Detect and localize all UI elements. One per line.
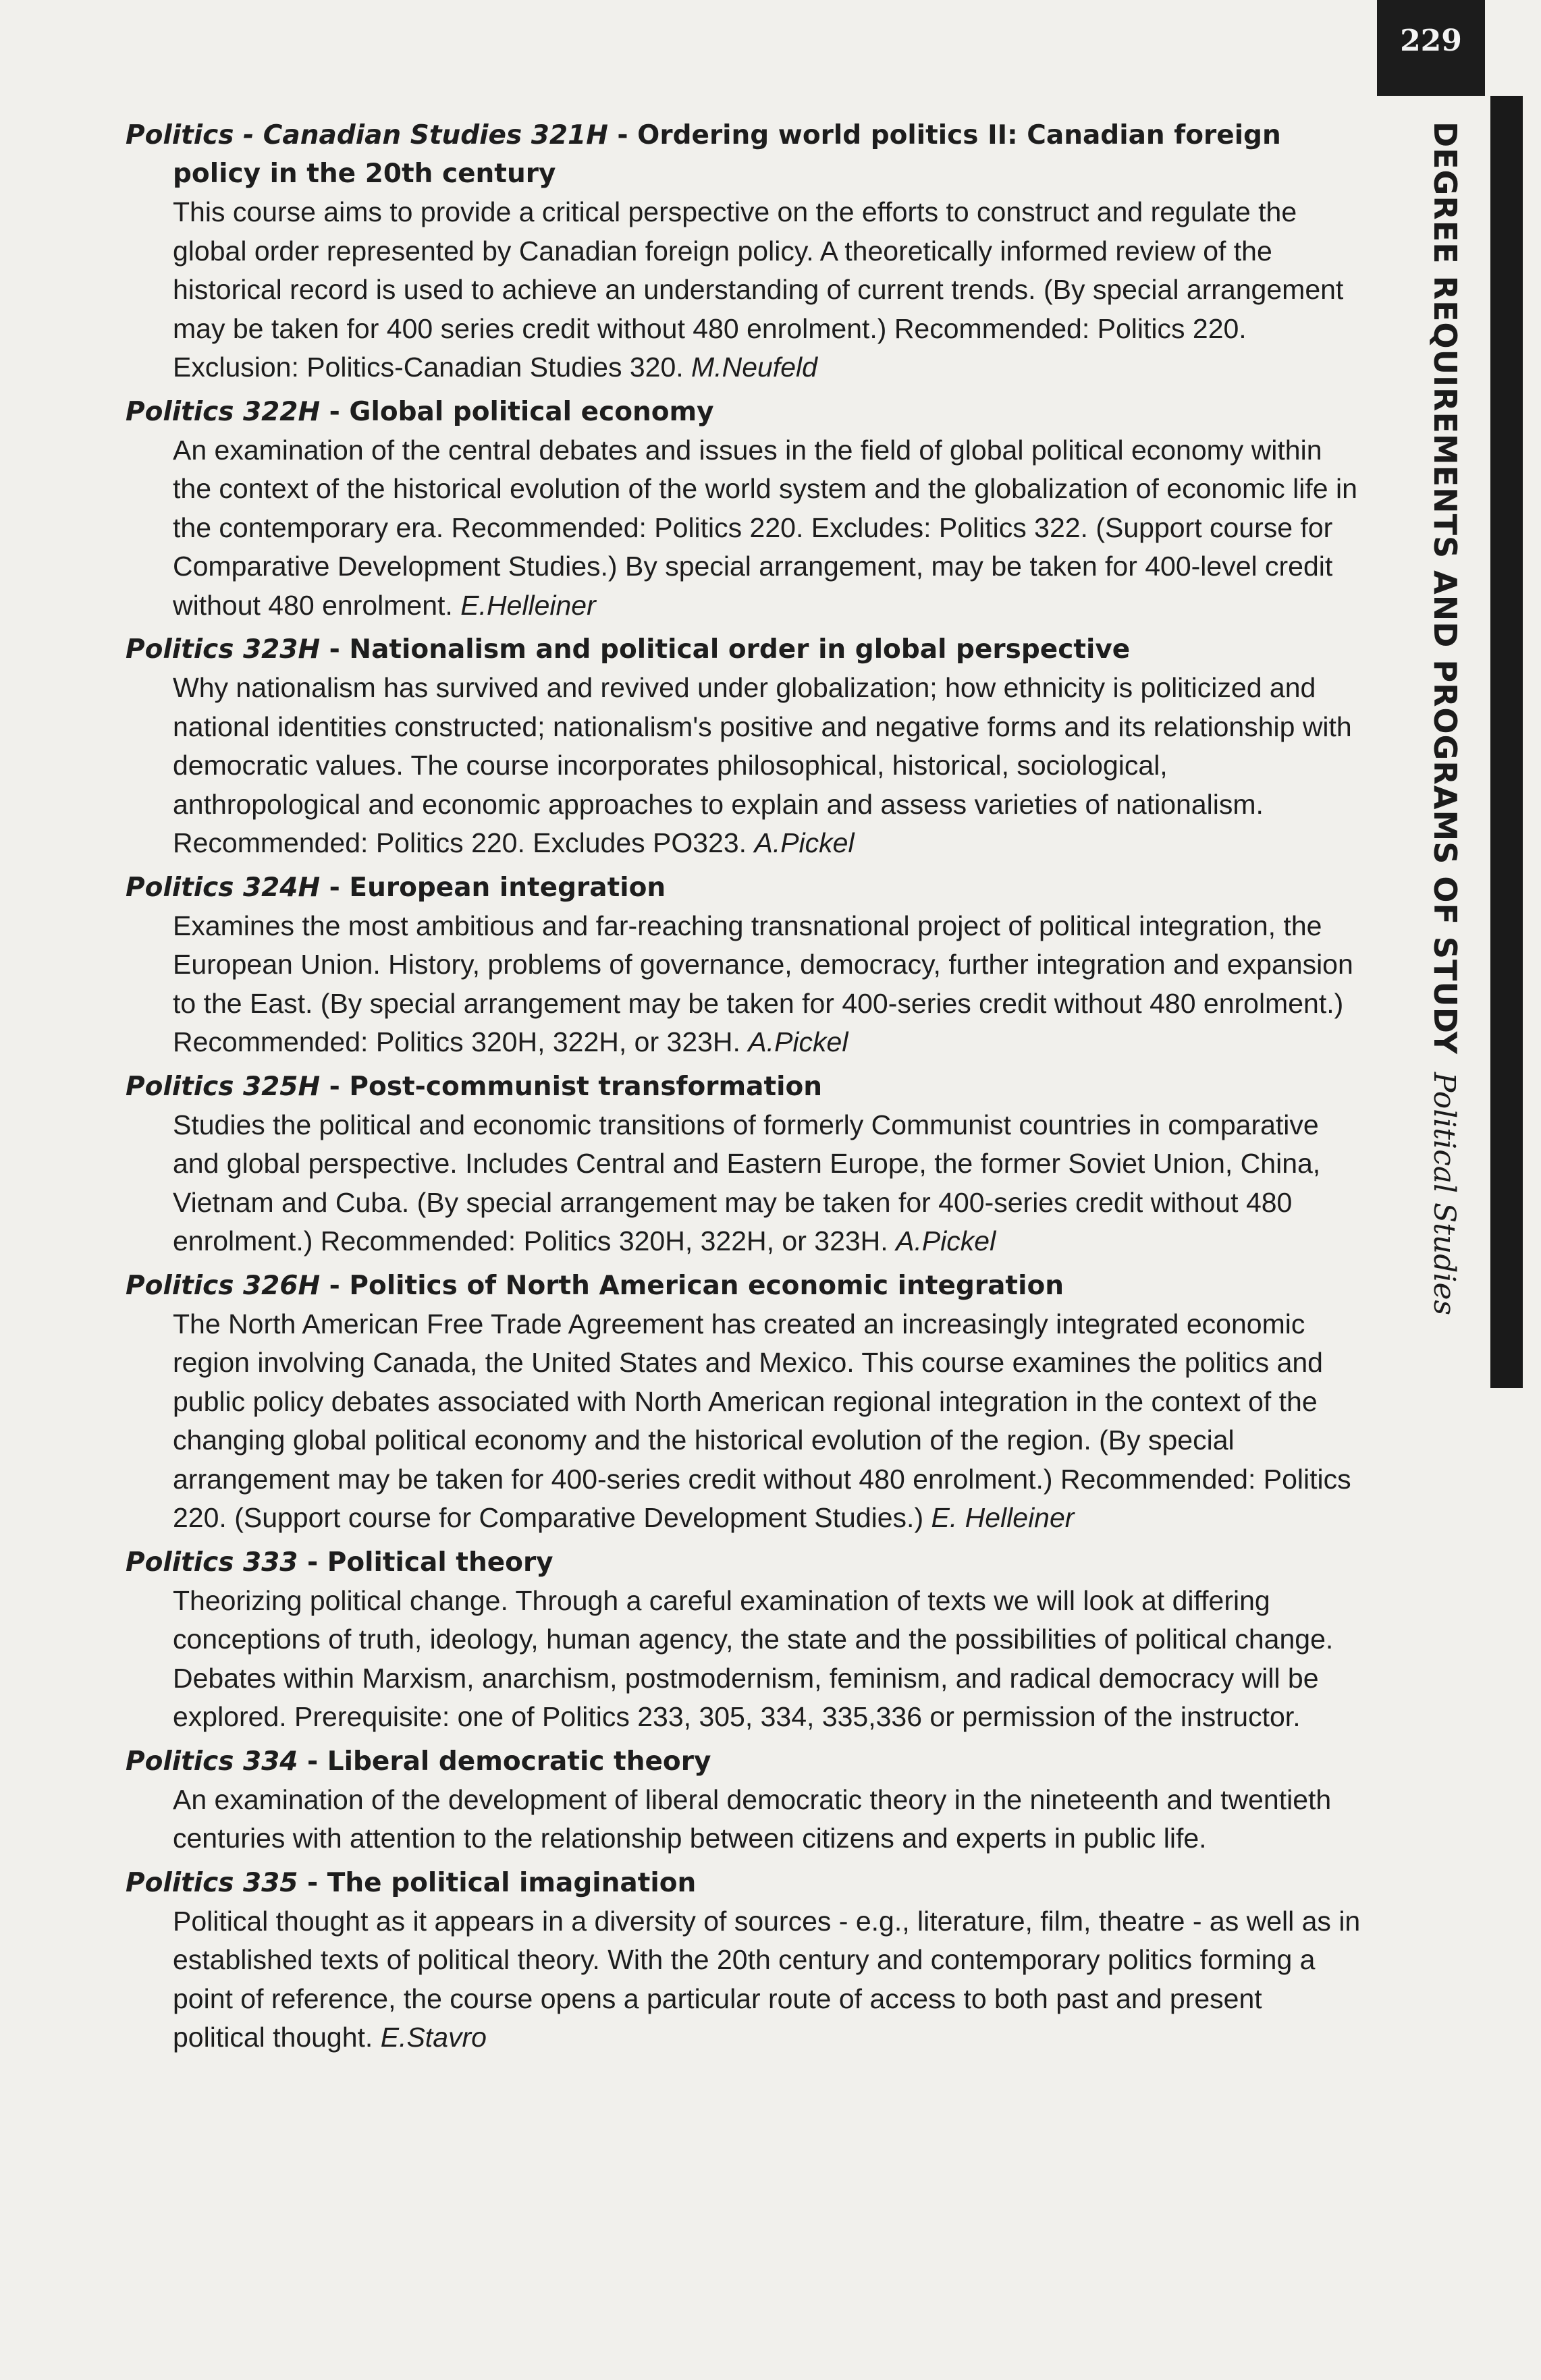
course-description: Examines the most ambitious and far-reaching transnational project of political integration, the European Union. History, problems of governance, democracy, further integration and expansion to the East. (By special arrangement may be taken for 400-series credit without 480 enrolment.) Recommended: Politics 320H, 322H, or 323H. <box>173 910 1353 1057</box>
page-number: 229 <box>1377 0 1485 96</box>
course-title: - Political theory <box>307 1547 553 1578</box>
course-instructor: E.Stavro <box>380 2022 487 2053</box>
course-instructor: A.Pickel <box>748 1026 848 1057</box>
course-code: Politics 324H <box>126 872 321 903</box>
course-instructor: A.Pickel <box>754 827 855 858</box>
course-listing <box>126 116 1361 2063</box>
course-description-block <box>126 1781 1361 1858</box>
running-header <box>1411 121 1465 1336</box>
course-title: - Nationalism and political order in global perspective <box>329 634 1131 665</box>
course-entry <box>126 1068 1361 1261</box>
course-heading <box>126 1742 1361 1781</box>
course-description-block <box>126 193 1361 387</box>
course-entry <box>126 868 1361 1062</box>
course-instructor: E. Helleiner <box>931 1502 1075 1533</box>
course-description: The North American Free Trade Agreement has created an increasingly integrated economic region involving Canada, the United States and Mexico. This course examines the politics and public policy debates associated with North American regional integration in the context of the changing global political economy and the historical evolution of the region. (By special arrangement may be taken for 400-series credit without 480 enrolment.) Recommended: Politics 220. (Support course for Comparative Development Studies.) <box>173 1308 1351 1533</box>
course-heading <box>126 1068 1361 1106</box>
course-description-block <box>126 431 1361 626</box>
course-entry <box>126 630 1361 863</box>
course-heading <box>126 1267 1361 1305</box>
course-heading <box>126 1543 1361 1582</box>
course-entry <box>126 1267 1361 1538</box>
course-code: Politics 326H <box>126 1270 321 1301</box>
course-instructor: A.Pickel <box>896 1225 996 1256</box>
course-code: Politics 322H <box>126 396 321 427</box>
course-code: Politics - Canadian Studies 321H <box>126 120 608 150</box>
course-description: Studies the political and economic transitions of formerly Communist countries in comparative and global perspective. Includes Central and Eastern Europe, the former Soviet Union, China, Vietnam and Cuba. (By special arrangement may be taken for 400-series credit without 480 enrolment.) Recommended: Politics 320H, 322H, or 323H. <box>173 1109 1321 1256</box>
course-description: This course aims to provide a critical perspective on the efforts to construct and regulate the global order represented by Canadian foreign policy. A theoretically informed review of the historical record is used to achieve an understanding of current trends. (By special arrangement may be taken for 400 series credit without 480 enrolment.) Recommended: Politics 220. Exclusion: Politics-Canadian Studies 320. <box>173 196 1344 383</box>
subject-header: Political Studies <box>1427 1072 1461 1316</box>
course-instructor: M.Neufeld <box>691 352 817 383</box>
course-heading <box>126 630 1361 669</box>
course-code: Politics 325H <box>126 1071 321 1102</box>
course-description-block <box>126 1582 1361 1737</box>
course-entry <box>126 393 1361 626</box>
course-description: An examination of the central debates and issues in the field of global political economy within the context of the historical evolution of the world system and the globalization of economic life in the contemporary era. Recommended: Politics 220. Excludes: Politics 322. (Support course for Comparative Development Studies.) By special arrangement, may be taken for 400-level credit without 480 enrolment. <box>173 434 1357 621</box>
course-entry <box>126 116 1361 387</box>
course-code: Politics 333 <box>126 1547 298 1578</box>
course-entry <box>126 1864 1361 2057</box>
course-title: - Liberal democratic theory <box>307 1746 711 1777</box>
course-title: - Post-communist transformation <box>329 1071 823 1102</box>
course-description: An examination of the development of liberal democratic theory in the nineteenth and twentieth centuries with attention to the relationship between citizens and experts in public life. <box>173 1783 1332 1854</box>
course-description: Theorizing political change. Through a careful examination of texts we will look at differing conceptions of truth, ideology, human agency, the state and the possibilities of political change. Debates within Marxism, anarchism, postmodernism, feminism, and radical democracy will be explored. Prerequisite: one of Politics 233, 305, 334, 335,336 or permission of the instructor. <box>173 1584 1334 1732</box>
course-heading <box>126 1864 1361 1902</box>
course-description-block <box>126 669 1361 863</box>
section-header: DEGREE REQUIREMENTS AND PROGRAMS OF STUDY <box>1427 121 1463 1055</box>
course-description: Political thought as it appears in a diversity of sources - e.g., literature, film, theatre - as well as in established texts of political theory. With the 20th century and contemporary politics forming a point of reference, the course opens a particular route of access to both past and present political thought. <box>173 1905 1361 2053</box>
course-code: Politics 334 <box>126 1746 298 1777</box>
section-tab-bar <box>1490 96 1523 1388</box>
course-title: - Global political economy <box>329 396 714 427</box>
course-heading <box>126 868 1361 907</box>
course-description-block <box>126 907 1361 1062</box>
course-title: - European integration <box>329 872 666 903</box>
course-description-block <box>126 1902 1361 2057</box>
course-code: Politics 323H <box>126 634 321 665</box>
course-title: - Ordering world politics II: Canadian foreign policy in the 20th century <box>173 120 1281 189</box>
course-code: Politics 335 <box>126 1867 298 1898</box>
course-description-block <box>126 1305 1361 1538</box>
course-heading <box>126 116 1361 193</box>
course-description: Why nationalism has survived and revived under globalization; how ethnicity is politicized and national identities constructed; nationalism's positive and negative forms and its relationship with democratic values. The course incorporates philosophical, historical, sociological, anthropological and economic approaches to explain and assess varieties of nationalism. Recommended: Politics 220. Excludes PO323. <box>173 672 1352 858</box>
course-title: - The political imagination <box>307 1867 697 1898</box>
course-heading <box>126 393 1361 431</box>
course-description-block <box>126 1106 1361 1261</box>
course-entry <box>126 1543 1361 1737</box>
course-entry <box>126 1742 1361 1858</box>
course-instructor: E.Helleiner <box>460 589 596 621</box>
course-title: - Politics of North American economic integration <box>329 1270 1064 1301</box>
